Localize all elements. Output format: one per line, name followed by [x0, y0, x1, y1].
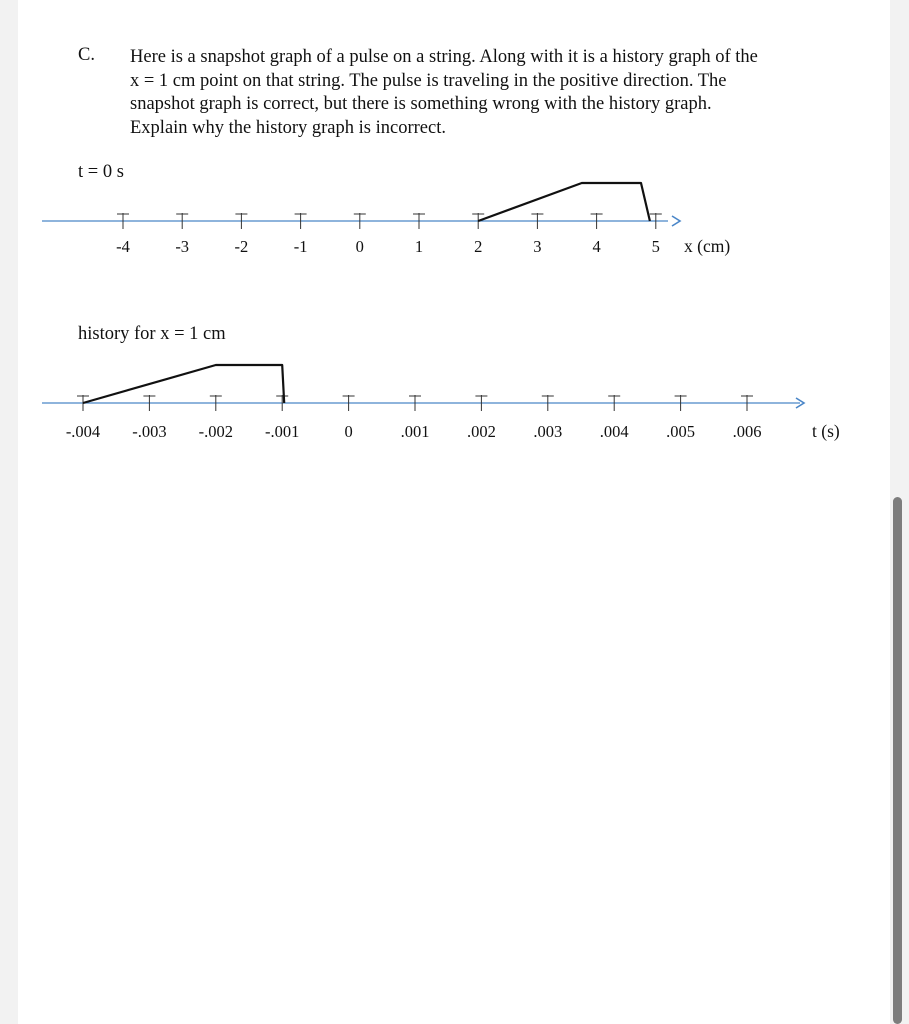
snapshot-tick-label: 4 — [592, 237, 601, 256]
snapshot-tick-label: 2 — [474, 237, 483, 256]
history-tick-label: -.002 — [198, 422, 233, 441]
snapshot-tick-label: 5 — [651, 237, 660, 256]
snapshot-tick-label: 3 — [533, 237, 542, 256]
snapshot-tick-label: -2 — [234, 237, 249, 256]
snapshot-tick-label: 1 — [414, 237, 424, 256]
question-line: Explain why the history graph is incorrect. — [130, 117, 446, 138]
history-tick-label: .001 — [400, 422, 430, 441]
snapshot-tick-label: -1 — [293, 237, 308, 256]
snapshot-tick-label: 0 — [355, 237, 364, 256]
snapshot-tick-label: -3 — [175, 237, 190, 256]
snapshot-tick-label: -4 — [116, 237, 130, 256]
history-pulse-line — [83, 365, 284, 403]
question-line: x = 1 cm point on that string. The pulse is traveling in the positive direction. The — [130, 70, 727, 91]
question-line: snapshot graph is correct, but there is something wrong with the history graph. — [130, 94, 712, 114]
snapshot-pulse-line — [478, 183, 650, 221]
history-tick-label: .002 — [466, 422, 496, 441]
history-title: history for x = 1 cm — [78, 324, 226, 344]
history-tick-label: .003 — [533, 422, 563, 441]
question-letter: C. — [78, 45, 95, 65]
history-tick-label: -.003 — [132, 422, 167, 441]
snapshot-axis-arrow — [672, 216, 680, 226]
history-tick-label: 0 — [344, 422, 353, 441]
history-tick-label: .004 — [599, 422, 629, 441]
snapshot-title: t = 0 s — [78, 162, 124, 182]
question-line: Here is a snapshot graph of a pulse on a string. Along with it is a history graph of the — [130, 47, 758, 67]
history-tick-label: -.004 — [65, 422, 101, 441]
history-tick-label: .005 — [666, 422, 696, 441]
snapshot-xlabel: x (cm) — [684, 236, 731, 256]
history-xlabel: t (s) — [812, 421, 840, 441]
history-tick-label: .006 — [732, 422, 762, 441]
history-tick-label: -.001 — [265, 422, 300, 441]
